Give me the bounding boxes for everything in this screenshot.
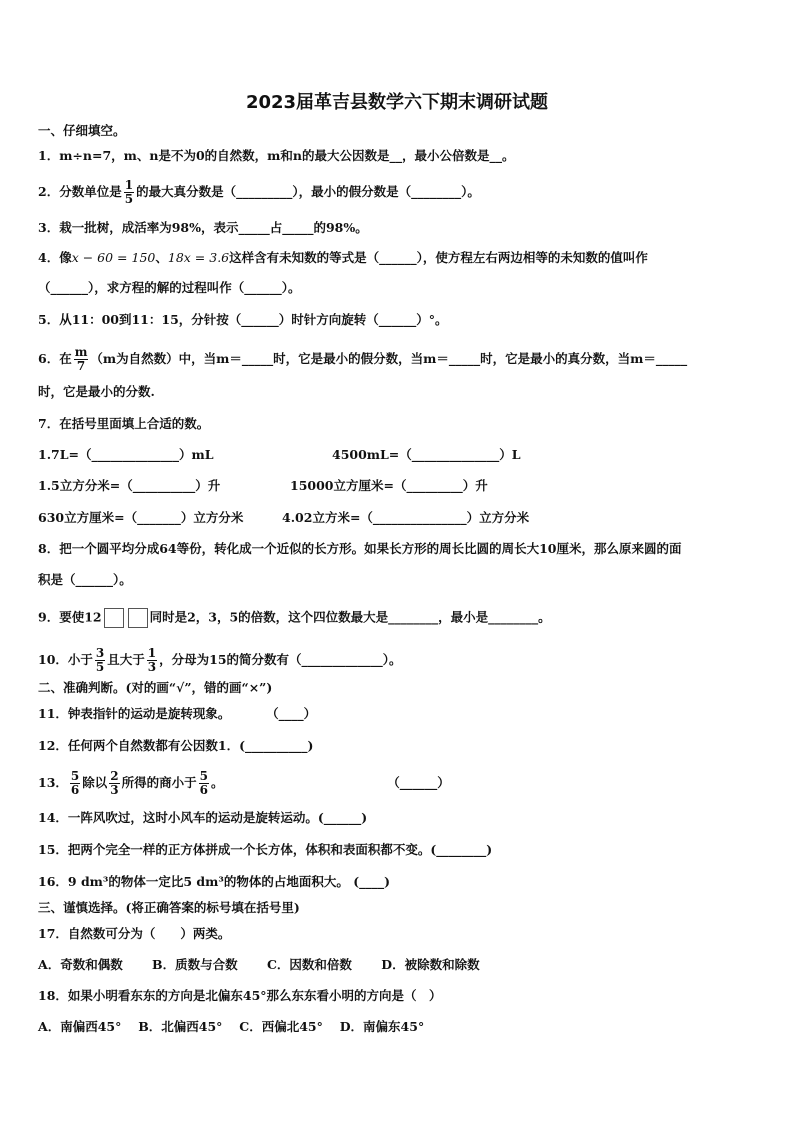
section-2-heading: 二、准确判断。(对的画“√”，错的画“×”) xyxy=(38,680,273,695)
question-7-row-3b: 4.02立方米=（_______________）立方分米 xyxy=(282,510,530,525)
question-15: 15．把两个完全一样的正方体拼成一个长方体，体积和表面积都不变。(________) xyxy=(38,842,493,857)
question-17: 17．自然数可分为（ ）两类。 xyxy=(38,926,231,941)
fraction: $\frac{m}{7}$ xyxy=(74,345,88,373)
question-7-row-1b: 4500mL=（______________）L xyxy=(332,447,521,462)
question-1: 1．m÷n=7，m、n是不为0的自然数，m和n的最大公因数是__，最小公倍数是__。 xyxy=(38,148,515,163)
question-8-line-2: 积是（______）。 xyxy=(38,572,132,587)
question-7-heading: 7．在括号里面填上合适的数。 xyxy=(38,416,210,431)
question-7-row-2a: 1.5立方分米=（__________）升 xyxy=(38,478,221,493)
question-17-options: A．奇数和偶数 B．质数与合数 C．因数和倍数 D．被除数和除数 xyxy=(38,957,480,972)
question-2: 2．分数单位是 $\frac{1}{5}$ 的最大真分数是（_________），最小的假分数是（________）。 xyxy=(38,178,480,206)
question-6-line-2: 时，它是最小的分数. xyxy=(38,384,155,399)
section-3-heading: 三、谨慎选择。(将正确答案的标号填在括号里) xyxy=(38,900,300,915)
question-13: 13． $\frac{5}{6}$ 除以 $\frac{2}{3}$ 所得的商小于 $\frac{5}{6}$ 。 （______） xyxy=(38,769,450,797)
question-18: 18．如果小明看东东的方向是北偏东45°那么东东看小明的方向是（ ） xyxy=(38,988,442,1003)
section-1-heading: 一、仔细填空。 xyxy=(38,123,126,138)
question-11: 11．钟表指针的运动是旋转现象。 （____） xyxy=(38,706,317,721)
question-3: 3．栽一批树，成活率为98%，表示_____占_____的98%。 xyxy=(38,220,368,235)
fraction: $\frac{2}{3}$ xyxy=(110,769,119,797)
question-14: 14．一阵风吹过，这时小风车的运动是旋转运动。(______) xyxy=(38,810,368,825)
digit-box[interactable] xyxy=(104,608,124,628)
question-5: 5．从11：00到11：15，分针按（______）时针方向旋转（______）°。 xyxy=(38,312,448,327)
fraction: $\frac{5}{6}$ xyxy=(199,769,209,797)
question-18-options: A．南偏西45° B．北偏西45° C．西偏北45° D．南偏东45° xyxy=(38,1019,425,1034)
question-9: 9．要使12 同时是2，3，5的倍数，这个四位数最大是________，最小是________。 xyxy=(38,608,551,628)
question-7-row-3a: 630立方厘米=（_______）立方分米 xyxy=(38,510,244,525)
fraction: $\frac{1}{3}$ xyxy=(147,646,157,674)
question-4-line-2: （______），求方程的解的过程叫作（______）。 xyxy=(38,280,301,295)
question-7-row-2b: 15000立方厘米=（_________）升 xyxy=(290,478,488,493)
question-8-line-1: 8．把一个圆平均分成64等份，转化成一个近似的长方形。如果长方形的周长比圆的周长大10厘米，那么原来圆的面 xyxy=(38,541,682,556)
question-12: 12．任何两个自然数都有公因数1．(__________) xyxy=(38,738,314,753)
question-16: 16．9 dm³的物体一定比5 dm³的物体的占地面积大。 (____) xyxy=(38,874,391,889)
question-10: 10．小于 $\frac{3}{5}$ 且大于 $\frac{1}{3}$ ，分母为15的简分数有（_____________）。 xyxy=(38,646,402,674)
fraction: $\frac{3}{5}$ xyxy=(95,646,105,674)
page-title: 2023届革吉县数学六下期末调研试题 xyxy=(245,92,549,113)
question-6-line-1: 6．在 $\frac{m}{7}$ （m为自然数）中，当m＝_____时，它是最小的假分数，当m＝_____时，它是最小的真分数，当m＝_____ xyxy=(38,345,688,373)
fraction: $\frac{1}{5}$ xyxy=(124,178,134,206)
question-7-row-1a: 1.7L=（______________）mL xyxy=(38,447,214,462)
question-4-line-1: 4．像x − 60 = 150、18x = 3.6这样含有未知数的等式是（______），使方程左右两边相等的未知数的值叫作 xyxy=(38,250,648,265)
digit-box[interactable] xyxy=(128,608,148,628)
fraction: $\frac{5}{6}$ xyxy=(70,769,80,797)
